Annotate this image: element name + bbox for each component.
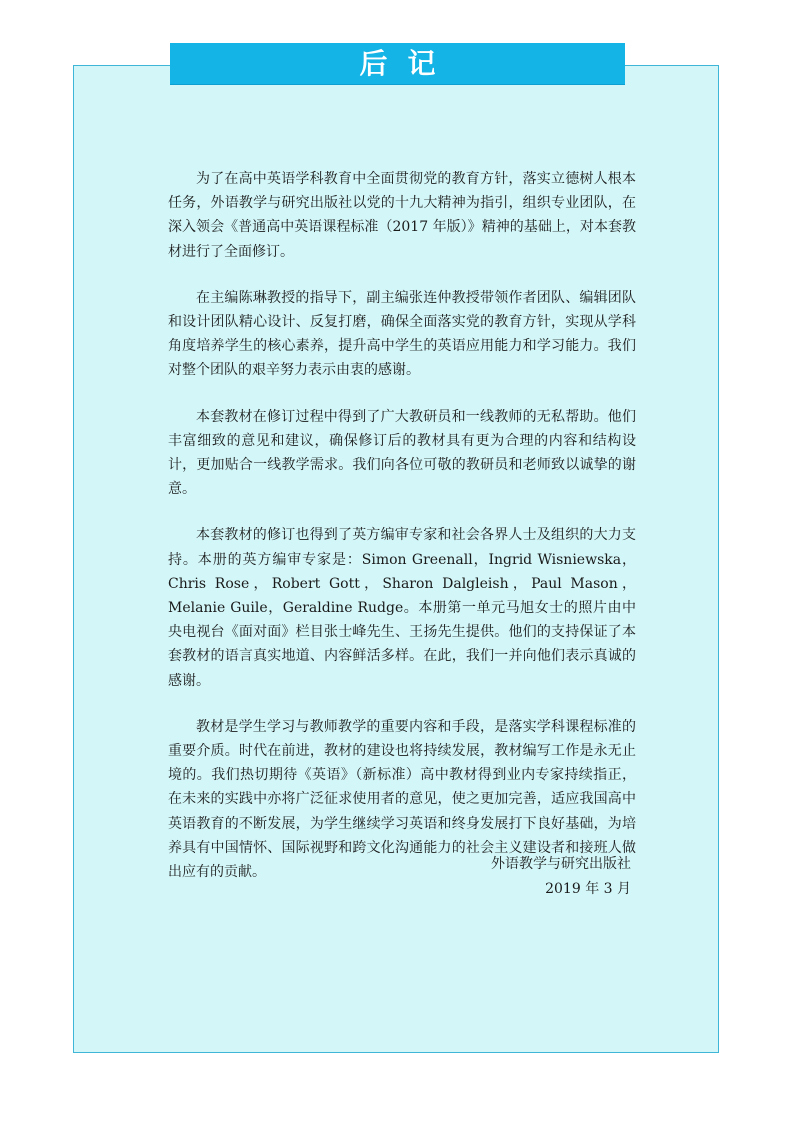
publisher-name: 外语教学与研究出版社 (491, 856, 631, 872)
afterword-body (168, 167, 636, 906)
paragraph-5: 教材是学生学习与教师教学的重要内容和手段，是落实学科课程标准的重要介质。时代在前进，教材的建设也将持续发展，教材编写工作是永无止境的。我们热切期待《英语》（新标准）高中教材得到业内专家持续指正，在未来的实践中亦将广泛征求使用者的意见，使之更加完善，适应我国高中英语教育的不断发展，为学生继续学习英语和终身发展打下良好基础，为培养具有中国情怀、国际视野和跨文化沟通能力的社会主义建设者和接班人做出应有的贡献。 (168, 718, 636, 881)
publish-date: 2019 年 3 月 (545, 881, 631, 897)
title-banner (170, 43, 625, 85)
paragraph-2: 在主编陈琳教授的指导下，副主编张连仲教授带领作者团队、编辑团队和设计团队精心设计、反复打磨，确保全面落实党的教育方针，实现从学科角度培养学生的核心素养，提升高中学生的英语应用能力和学习能力。我们对整个团队的艰辛努力表示由衷的感谢。 (168, 289, 636, 379)
page-title: 后记 (359, 46, 456, 80)
signature-block (491, 852, 631, 902)
paragraph-4: 本套教材的修订也得到了英方编审专家和社会各界人士及组织的大力支持。本册的英方编审专家是：Simon Greenall，Ingrid Wisniewska，Chris Rose，Robert Gott，Sharon Dalgleish，Paul Mason，Melanie Guile，Geraldine Rudge。本册第一单元马旭女士的照片由中央电视台《面对面》栏目张士峰先生、王扬先生提供。他们的支持保证了本套教材的语言真实地道、内容鲜活多样。在此，我们一并向他们表示真诚的感谢。 (168, 527, 636, 689)
paragraph-3: 本套教材在修订过程中得到了广大教研员和一线教师的无私帮助。他们丰富细致的意见和建议，确保修订后的教材具有更为合理的内容和结构设计，更加贴合一线教学需求。我们向各位可敬的教研员和老师致以诚挚的谢意。 (168, 408, 636, 498)
paragraph-1: 为了在高中英语学科教育中全面贯彻党的教育方针，落实立德树人根本任务，外语教学与研究出版社以党的十九大精神为指引，组织专业团队，在深入领会《普通高中英语课程标准（2017 年版）》精神的基础上，对本套教材进行了全面修订。 (168, 171, 636, 260)
